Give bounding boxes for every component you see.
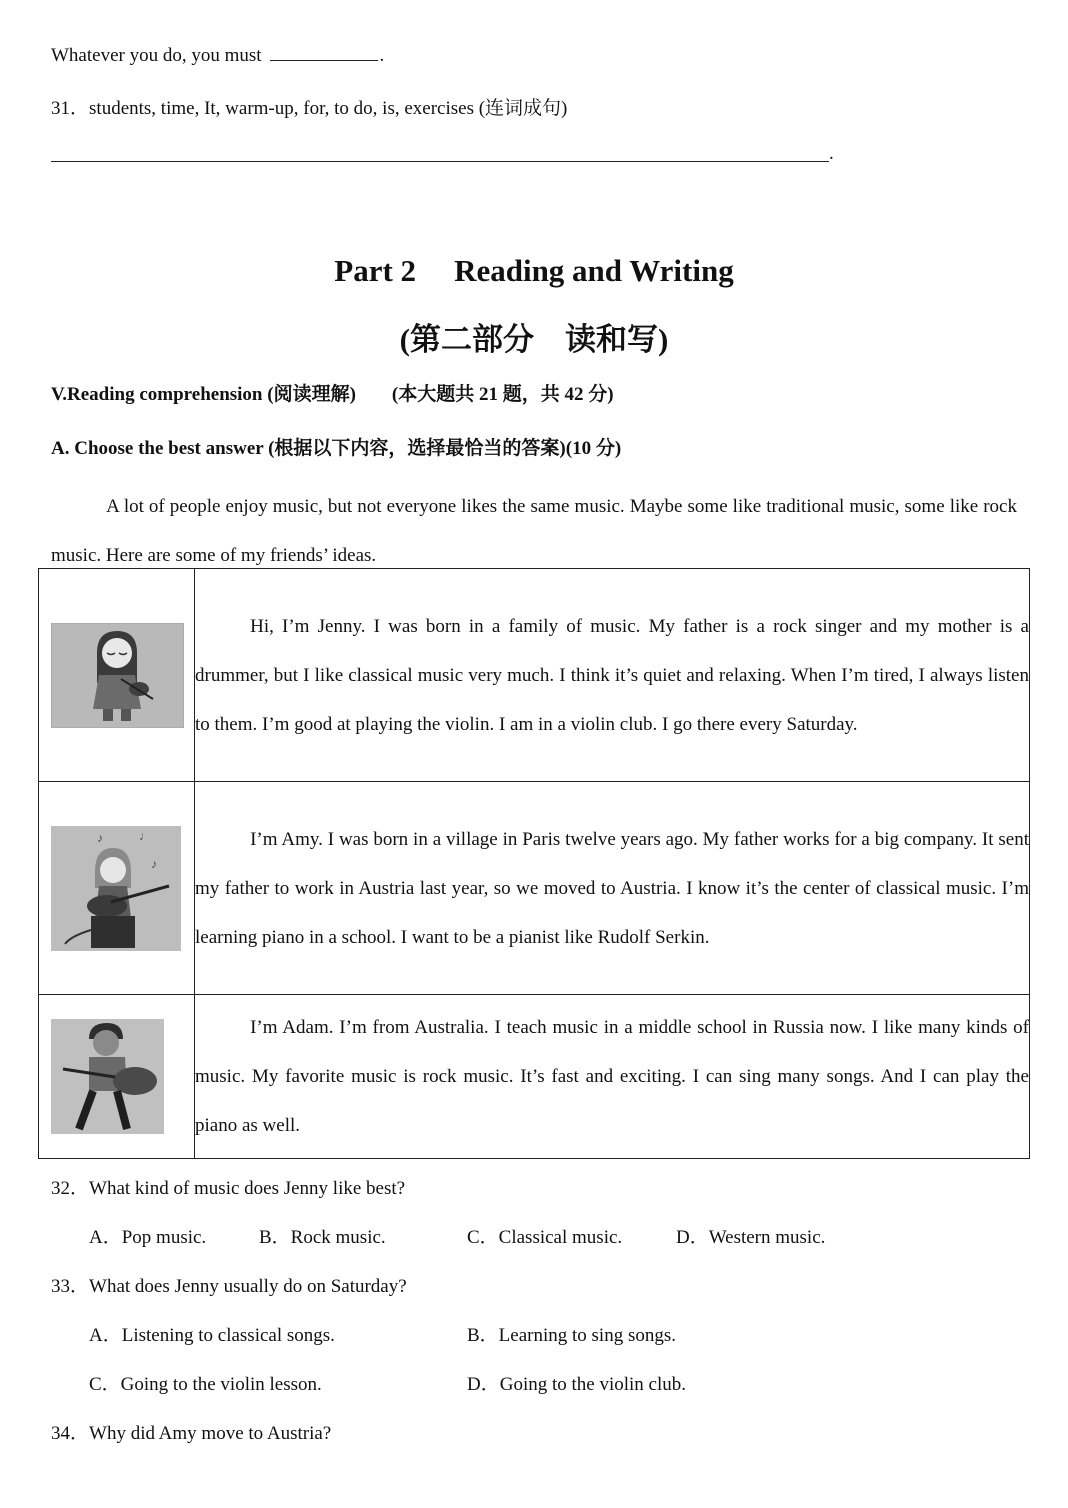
question-text: students, time, It, warm-up, for, to do, is, exercises (连词成句) [89, 98, 568, 119]
question-33 [51, 1271, 407, 1298]
prev-question-line [51, 44, 384, 67]
option-b[interactable]: B．Rock music. [259, 1227, 386, 1248]
option-d[interactable]: D．Western music. [676, 1227, 826, 1248]
prev-question-end: . [379, 45, 385, 66]
story-text-cell [195, 995, 1030, 1159]
girl-violin-icon [51, 623, 194, 728]
prev-question-text: Whatever you do, you must [51, 45, 262, 66]
story-row-jenny [39, 569, 1030, 782]
question-32 [51, 1173, 405, 1200]
story-text: I’m Amy. I was born in a village in Paris twelve years ago. My father works for a big company. It sent my father to work in Austria last year, so we moved to Austria. I know it’s the center of classical music. I’m learning piano in a school. I want to be a pianist like Rudolf Serkin. [195, 828, 1029, 948]
svg-text:♪: ♪ [151, 856, 157, 871]
answer-blank[interactable] [270, 44, 378, 61]
subsection-heading: A. Choose the best answer (根据以下内容，选择最恰当的答案)(10 分) [51, 438, 622, 459]
story-picture-cell [39, 995, 195, 1159]
girl-guitar-icon [51, 826, 194, 951]
part-label: Part 2 [334, 253, 417, 288]
option-a[interactable]: A．Listening to classical songs. [89, 1325, 335, 1346]
option-b[interactable]: B．Learning to sing songs. [467, 1325, 676, 1346]
option-c[interactable]: C．Classical music. [467, 1227, 623, 1248]
section-title: V.Reading comprehension (阅读理解) [51, 384, 356, 405]
answer-line[interactable] [51, 161, 829, 162]
section-meta: (本大题共 21 题，共 42 分) [391, 384, 614, 405]
question-number: 32． [51, 1178, 90, 1199]
story-text: I’m Adam. I’m from Australia. I teach music in a middle school in Russia now. I like many kinds of music. My favorite music is rock music. It’s fast and exciting. I can sing many songs. And I can play the piano as well. [195, 1017, 1029, 1136]
question-text: Why did Amy move to Austria? [89, 1423, 332, 1444]
story-picture-cell [39, 782, 195, 995]
question-number: 33． [51, 1276, 90, 1297]
story-text-cell [195, 782, 1030, 995]
part-title [0, 253, 1068, 289]
option-d[interactable]: D．Going to the violin club. [467, 1374, 687, 1395]
story-text-cell [195, 569, 1030, 782]
option-c[interactable]: C．Going to the violin lesson. [89, 1374, 322, 1395]
question-number: 34． [51, 1423, 90, 1444]
svg-text:♪: ♪ [97, 830, 103, 845]
question-text: What kind of music does Jenny like best? [89, 1178, 406, 1199]
story-row-adam [39, 995, 1030, 1159]
svg-text:♩: ♩ [139, 828, 151, 843]
question-31 [51, 93, 567, 120]
story-picture-cell [39, 569, 195, 782]
question-text: What does Jenny usually do on Saturday? [89, 1276, 407, 1297]
story-table [38, 568, 1030, 1159]
intro-paragraph: A lot of people enjoy music, but not everyone likes the same music. Maybe some like traditional music, some like rock music. Here are some of my friends’ ideas. [51, 496, 1017, 566]
part-name: Reading and Writing [454, 253, 734, 288]
part-subtitle: (第二部分 读和写) [399, 322, 669, 357]
question-number: 31． [51, 98, 90, 119]
boy-guitar-icon [51, 1019, 194, 1134]
story-row-amy [39, 782, 1030, 995]
section-heading [51, 379, 614, 406]
option-a[interactable]: A．Pop music. [89, 1227, 207, 1248]
question-34 [51, 1418, 331, 1445]
answer-line-end: . [829, 143, 834, 164]
story-text: Hi, I’m Jenny. I was born in a family of music. My father is a rock singer and my mother is a drummer, but I like classical music very much. I think it’s quiet and relaxing. When I’m tired, I always listen to them. I’m good at playing the violin. I am in a violin club. I go there every Saturday. [195, 615, 1029, 735]
